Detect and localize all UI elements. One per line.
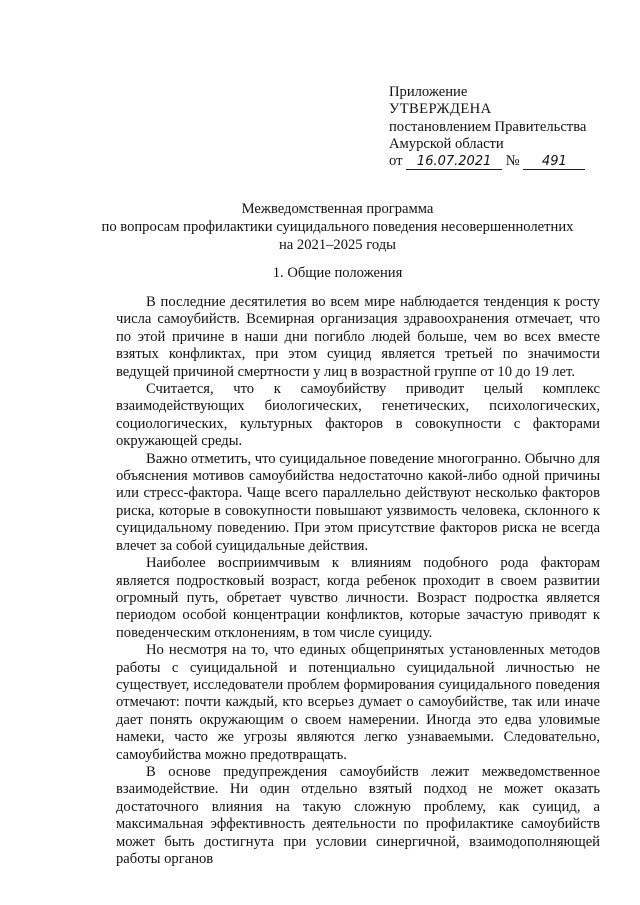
document-title: [60, 201, 615, 254]
paragraph: В основе предупреждения самоубийств лежит межведомственное взаимодействие. Ни один отдельно взятый подход не может оказать достаточного влияния на такую сложную проблему, как суицид, а максимальная эффективность деятельности по профилактике самоубийств может быть достигнута при условии синергичной, взаимодополняющей работы органов: [116, 763, 600, 867]
paragraph: Важно отметить, что суицидальное поведение многогранно. Обычно для объяснения мотивов самоубийства недостаточно какой-либо одной причины или стресс-фактора. Чаще всего параллельно действуют несколько факторов риска, которые в совокупности повышают уязвимость человека, склонного к суицидальному поведению. При этом присутствие факторов риска не всегда влечет за собой суицидальные действия.: [116, 450, 600, 554]
title-line-3: на 2021–2025 годы: [279, 236, 396, 253]
approved-label: УТВЕРЖДЕНА: [389, 101, 492, 118]
paragraph: Наиболее восприимчивым к влияниям подобного рода факторам является подростковый возраст, когда ребенок проходит в своем развитии огромный путь, обретает чувство личности. Возраст подростка является периодом особой концентрации конфликтов, которые зачастую приводят к поведенческим отклонениям, в том числе суициду.: [116, 555, 600, 641]
from-label: от: [389, 153, 403, 170]
section-heading: 1. Общие положения: [272, 265, 403, 281]
title-line-1: Межведомственная программа: [241, 201, 434, 217]
decree-label: постановлением Правительства: [389, 118, 587, 135]
title-line-2: по вопросам профилактики суицидального поведения несовершеннолетних: [101, 218, 574, 235]
handwritten-number: 491: [523, 154, 585, 170]
region-label: Амурской области: [389, 135, 504, 152]
paragraph: Но несмотря на то, что единых общепринятых установленных методов работы с суицидальной и потенциально суицидальной личностью не существует, исследователи проблем формирования суицидального поведения отмечают: почти каждый, кто всерьез думает о самоубийстве, так или иначе дает понять окружающим о своем намерении. Иногда это едва уловимые намеки, часто же угрозы являются легко узнаваемыми. Следовательно, самоубийства можно предотвращать.: [116, 642, 600, 763]
document-body: [116, 294, 600, 868]
number-label: №: [505, 153, 520, 170]
approval-date-line: [389, 153, 619, 170]
handwritten-date: 16.07.2021: [406, 154, 502, 170]
paragraph: Считается, что к самоубийству приводит целый комплекс взаимодействующих биологических, генетических, психологических, социологических, культурных факторов в совокупности с факторами окружающей среды.: [116, 381, 600, 450]
paragraph: В последние десятилетия во всем мире наблюдается тенденция к росту числа самоубийств. Всемирная организация здравоохранения отмечает, что по этой причине в наши дни погибло людей больше, чем во всех вместе взятых конфликтах, при этом суицид является третьей по значимости ведущей причиной смертности у лиц в возрастной группе от 10 до 19 лет.: [116, 294, 600, 380]
appendix-label: Приложение: [389, 84, 468, 100]
approval-block: [389, 84, 619, 170]
